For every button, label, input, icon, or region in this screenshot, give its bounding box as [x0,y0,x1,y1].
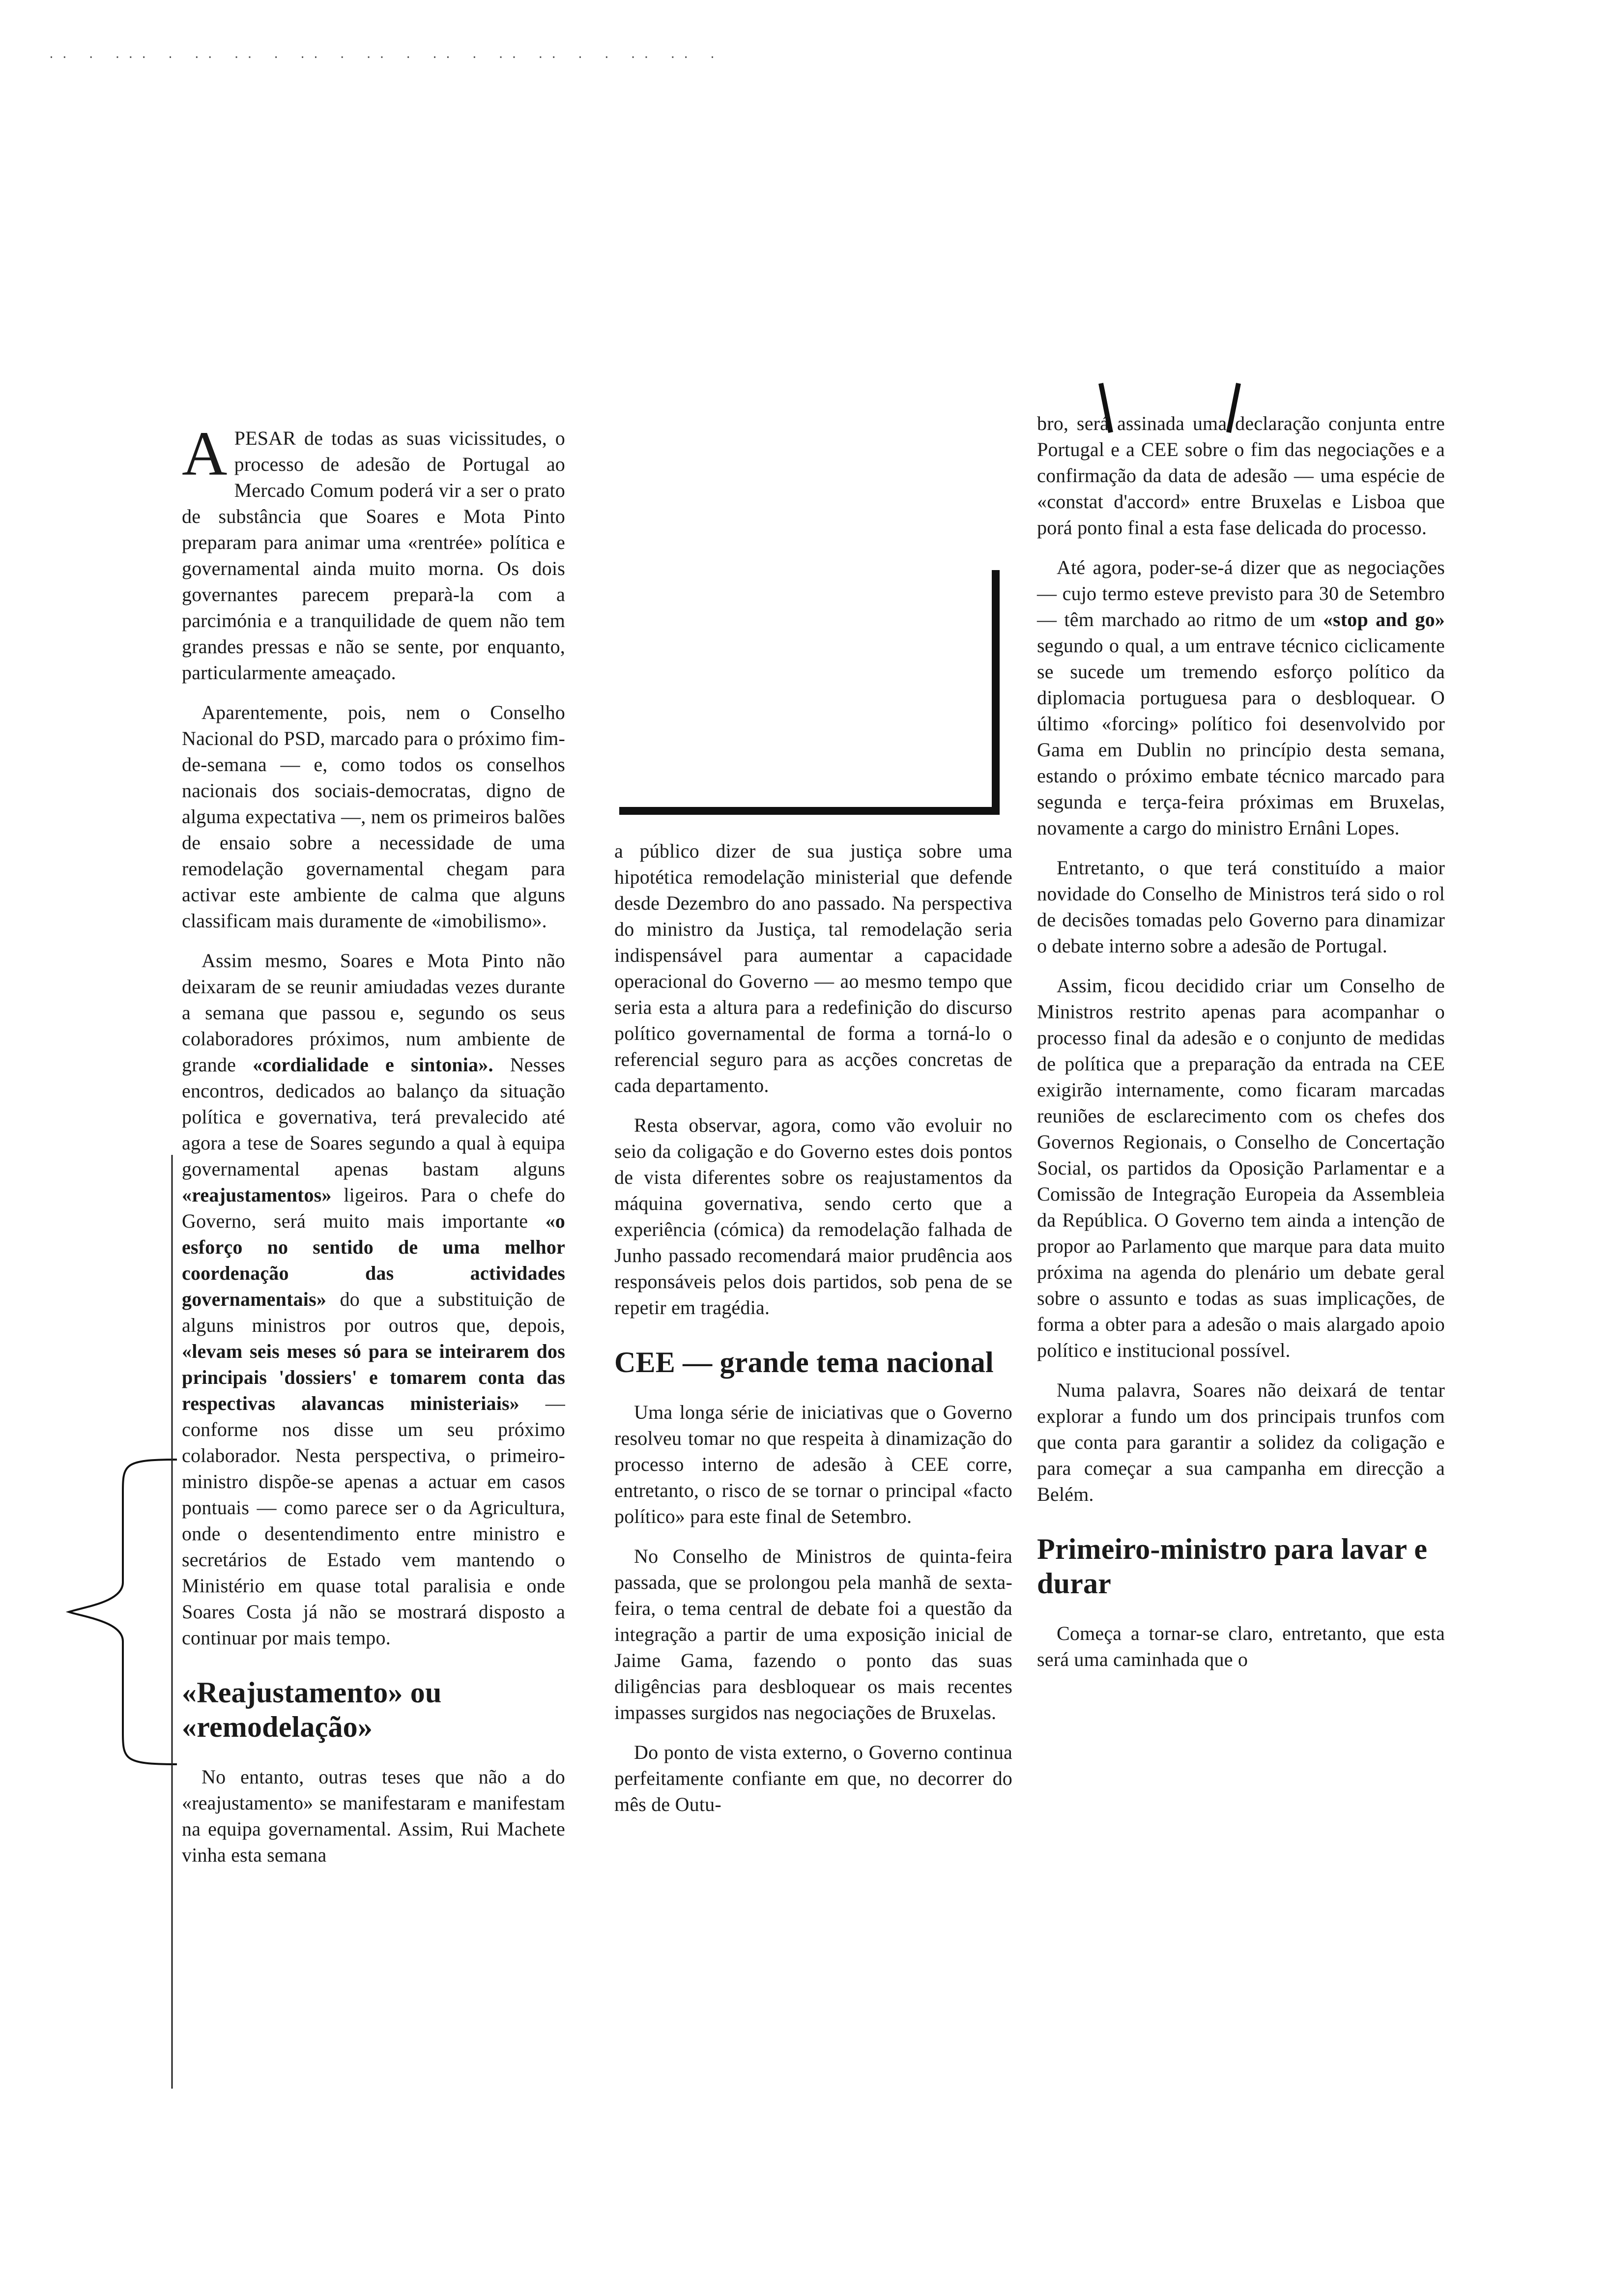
section-heading: «Reajustamento» ou «remodelação» [182,1676,442,1743]
paragraph: Assim, ficou decidido criar um Conselho de Ministros restrito apenas para acompanhar o processo final da adesão e o conjunto de medidas de política que a preparação da entrada na CEE exigirão internamente, como ficaram marcadas reuniões de esclarecimento com os chefes dos Governos Regionais, o Conselho de Concertação Social, os partidos da Oposição Parlamentar e a Comissão de Integração Europeia da Assembleia da República. O Governo tem ainda a intenção de propor ao Parlamento que marque para data muito próxima na agenda do plenário um debate geral sobre o assunto e todas as suas implicações, de forma a obter para a adesão o mais alargado apoio político e institucional possível. [1037,975,1445,1361]
paragraph: No Conselho de Ministros de quinta-feira passada, que se prolongou pela manhã de sexta-feira, o tema central de debate foi a questão da integração a partir de uma exposição inicial de Jaime Gama, fazendo o ponto das suas diligências para desbloquear os mais recentes impasses surgidos nas negociações de Bruxelas. [614,1545,1012,1723]
section-heading: CEE — grande tema nacional [614,1346,994,1378]
paragraph: Do ponto de vista externo, o Governo continua perfeitamente confiante em que, no decorrer do mês de Outu- [614,1741,1012,1815]
article-column-2 [614,838,1012,1831]
article-column-3 [1037,410,1445,1686]
paragraph: No entanto, outras teses que não a do «reajustamento» se manifestaram e manifestam na equipa governamental. Assim, Rui Machete vinha esta semana [182,1766,565,1866]
paragraph: Entretanto, o que terá constituído a maior novidade do Conselho de Ministros terá sido o rol de decisões tomadas pelo Governo para dinamizar o debate interno sobre a adesão de Portugal. [1037,857,1445,957]
paragraph: Começa a tornar-se claro, entretanto, que esta será uma caminhada que o [1037,1622,1445,1670]
paragraph: Até agora, poder-se-á dizer que as negociações — cujo termo esteve previsto para 30 de Setembro — têm marchado ao ritmo de um «stop and go» segundo o qual, a um entrave técnico ciclicamente se sucede um tremendo esforço político da diplomacia portuguesa para o desbloquear. O último «forcing» político foi desenvolvido por Gama em Dublin no princípio desta semana, estando o próximo embate técnico marcado para segunda e terça-feira próximas em Bruxelas, novamente a cargo do ministro Ernâni Lopes. [1037,556,1445,839]
paragraph: Numa palavra, Soares não deixará de tentar explorar a fundo um dos principais trunfos com que conta para garantir a solidez da coligação e para começar a sua campanha em direcção a Belém. [1037,1379,1445,1505]
paragraph: Aparentemente, pois, nem o Conselho Nacional do PSD, marcado para o próximo fim-de-semana — e, como todos os conselhos nacionais dos sociais-democratas, digno de alguma expectativa —, nem os primeiros balões de ensaio sobre a necessidade de uma remodelação governamental chegam para activar este ambiente de calma que alguns classificam mais duramente de «imobilismo». [182,701,565,932]
paragraph: bro, será assinada uma declaração conjunta entre Portugal e a CEE sobre o fim das negociações e a confirmação da data de adesão — uma espécie de «constat d'accord» entre Bruxelas e Lisboa que porá ponto final a esta fase delicada do processo. [1037,412,1445,539]
paragraph: PESAR de todas as suas vicissitudes, o processo de adesão de Portugal ao Mercado Comum poderá vir a ser o prato de substância que Soares e Mota Pinto preparam para animar uma «rentrée» política e governamental ainda muito morna. Os dois governantes parecem preparà-la com a parcimónia e a tranquilidade de quem não tem grandes pressas e não se sente, por enquanto, particularmente ameaçado. [182,427,565,684]
paragraph: a público dizer de sua justiça sobre uma hipotética remodelação ministerial que defende desde Dezembro do ano passado. Na perspectiva do ministro da Justiça, tal remodelação seria indispensável para aumentar a capacidade operacional do Governo — ao mesmo tempo que seria esta a altura para a redefinição do discurso político governamental de forma a torná-lo o referencial seguro para as acções concretas de cada departamento. [614,840,1012,1096]
margin-brace-mark [64,1455,182,1769]
article-column-1 [182,419,566,1882]
pen-bracket-mark [609,565,1012,821]
section-heading: Primeiro-ministro para lavar e durar [1037,1533,1428,1600]
paragraph: Resta observar, agora, como vão evoluir no seio da coligação e do Governo estes dois pontos de vista diferentes sobre os reajustamentos da máquina governativa, sendo certo que a experiência (cómica) da remodelação falhada de Junho passado recomendará maior prudência aos responsáveis pelos dois partidos, sob pena de se repetir em tragédia. [614,1114,1012,1319]
paragraph: Uma longa série de iniciativas que o Governo resolveu tomar no que respeita à dinamização do processo interno de adesão à CEE corre, entretanto, o risco de se tornar o principal «facto político» para este final de Setembro. [614,1401,1012,1527]
paragraph: Assim mesmo, Soares e Mota Pinto não deixaram de se reunir amiudadas vezes durante a semana que passou e, segundo os seus colaboradores próximos, num ambiente de grande «cordialidade e sintonia». Nesses encontros, dedicados ao balanço da situação política e governativa, terá prevalecido até agora a tese de Soares segundo a qual à equipa governamental apenas bastam alguns «reajustamentos» ligeiros. Para o chefe do Governo, será muito mais importante «o esforço no sentido de uma melhor coordenação das actividades governamentais» do que a substituição de alguns ministros por outros que, depois, «levam seis meses só para se inteirarem dos principais 'dossiers' e tomarem conta das respectivas alavancas ministeriais» —conforme nos disse um seu próximo colaborador. Nesta perspectiva, o primeiro-ministro dispõe-se apenas a actuar em casos pontuais — como parece ser o da Agricultura, onde o desentendimento entre ministro e secretários de Estado vem mantendo o Ministério em quase total paralisia e onde Soares Costa já não se mostrará disposto a continuar por mais tempo. [182,949,566,1649]
margin-line-mark [167,1155,177,2089]
scan-noise-top: ·· · ··· · ·· ·· · ·· · ·· · ·· · ·· ·· · · ·· ·· · [49,49,723,65]
drop-cap: A [182,419,228,488]
